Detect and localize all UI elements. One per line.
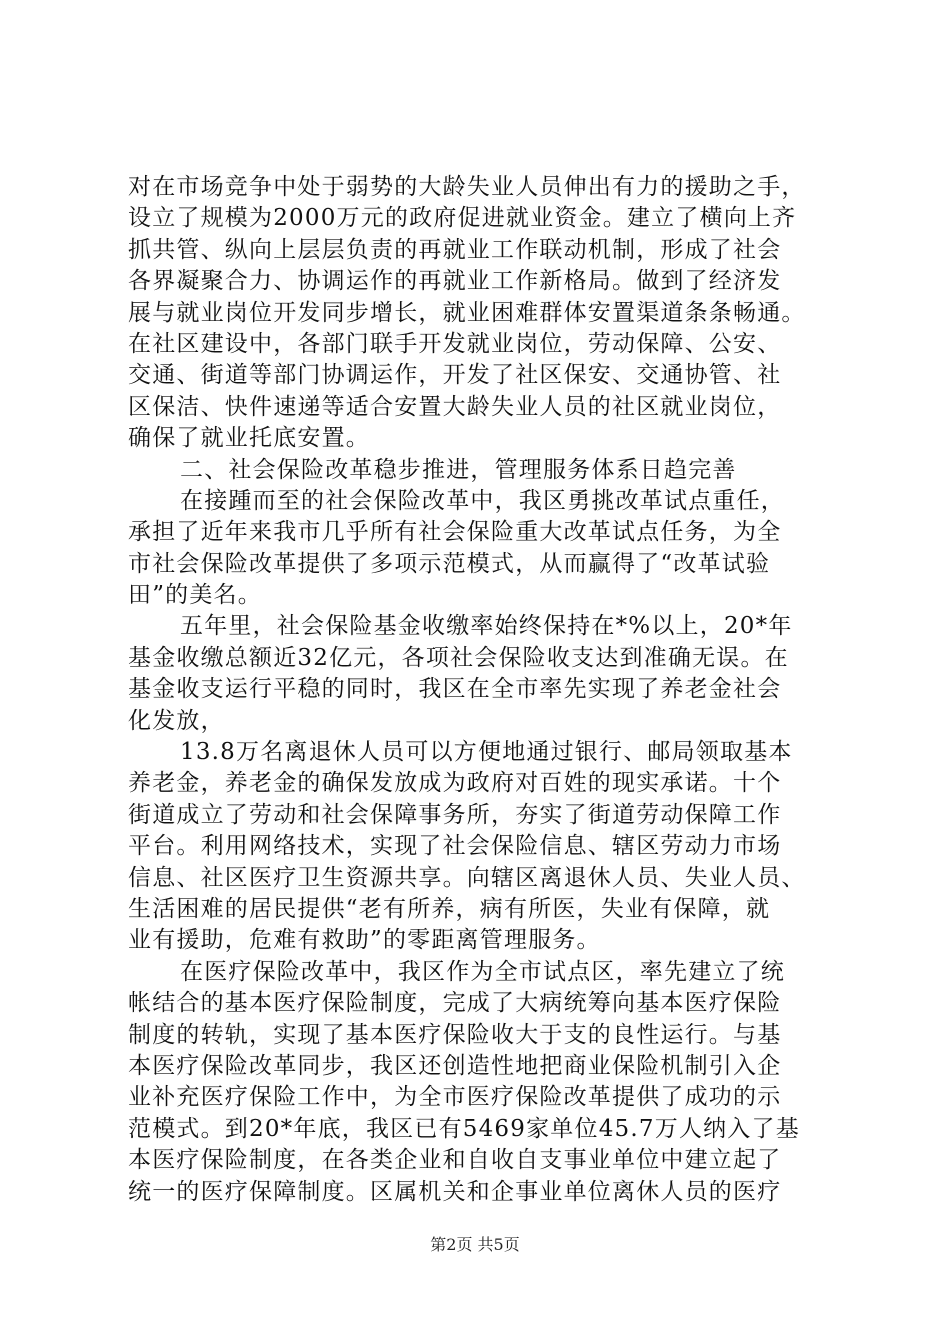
text-line: 抓共管、纵向上层层负责的再就业工作联动机制，形成了社会 [128,236,782,263]
text-line: 化发放， [128,707,225,734]
text-line: 对在市场竞争中处于弱势的大龄失业人员伸出有力的援助之手， [128,174,806,200]
text-line: 二、社会保险改革稳步推进，管理服务体系日趋完善 [180,456,737,483]
text-line: 市社会保险改革提供了多项示范模式，从而赢得了“改革试验 [128,550,771,577]
text-line: 生活困难的居民提供“老有所养，病有所医，失业有保障，就 [128,895,771,922]
text-line: 平台。利用网络技术，实现了社会保险信息、辖区劳动力市场 [128,833,782,860]
text-line: 各界凝聚合力、协调运作的再就业工作新格局。做到了经济发 [128,268,782,295]
text-line: 展与就业岗位开发同步增长，就业困难群体安置渠道条条畅通。 [128,299,806,326]
text-line: 承担了近年来我市几乎所有社会保险重大改革试点任务，为全 [128,519,782,546]
text-line: 养老金，养老金的确保发放成为政府对百姓的现实承诺。十个 [128,770,782,797]
document-body [128,172,858,1208]
text-line: 在社区建设中，各部门联手开发就业岗位，劳动保障、公安、 [128,330,782,357]
text-line: 范模式。到20*年底，我区已有5469家单位45.7万人纳入了基 [128,1115,800,1142]
text-line: 制度的转轨，实现了基本医疗保险收大于支的良性运行。与基 [128,1021,782,1048]
text-line: 区保洁、快件速递等适合安置大龄失业人员的社区就业岗位， [128,393,782,420]
text-line: 业有援助，危难有救助”的零距离管理服务。 [128,927,601,954]
text-line: 交通、街道等部门协调运作，开发了社区保安、交通协管、社 [128,362,782,389]
text-line: 基金收缴总额近32亿元，各项社会保险收支达到准确无误。在 [128,644,789,671]
text-line: 在医疗保险改革中，我区作为全市试点区，率先建立了统 [180,958,785,985]
text-line: 街道成立了劳动和社会保障事务所，夯实了街道劳动保障工作 [128,801,782,828]
page-footer: 第2页 共5页 [430,1235,520,1254]
text-line: 设立了规模为2000万元的政府促进就业资金。建立了横向上齐 [128,205,797,232]
text-line: 确保了就业托底安置。 [128,425,370,452]
text-line: 在接踵而至的社会保险改革中，我区勇挑改革试点重任， [180,487,785,514]
text-line: 13.8万名离退休人员可以方便地通过银行、邮局领取基本 [180,739,793,766]
text-line: 田”的美名。 [128,582,262,609]
text-line: 统一的医疗保障制度。区属机关和企事业单位离休人员的医疗 [128,1178,782,1205]
text-line: 帐结合的基本医疗保险制度，完成了大病统筹向基本医疗保险 [128,990,782,1017]
text-line: 本医疗保险改革同步，我区还创造性地把商业保险机制引入企 [128,1052,782,1079]
text-line: 信息、社区医疗卫生资源共享。向辖区离退休人员、失业人员、 [128,864,806,891]
text-line: 本医疗保险制度，在各类企业和自收自支事业单位中建立起了 [128,1147,782,1174]
text-line: 五年里，社会保险基金收缴率始终保持在*%以上，20*年 [180,613,793,640]
text-line: 基金收支运行平稳的同时，我区在全市率先实现了养老金社会 [128,676,782,703]
text-line: 业补充医疗保险工作中，为全市医疗保险改革提供了成功的示 [128,1084,782,1111]
